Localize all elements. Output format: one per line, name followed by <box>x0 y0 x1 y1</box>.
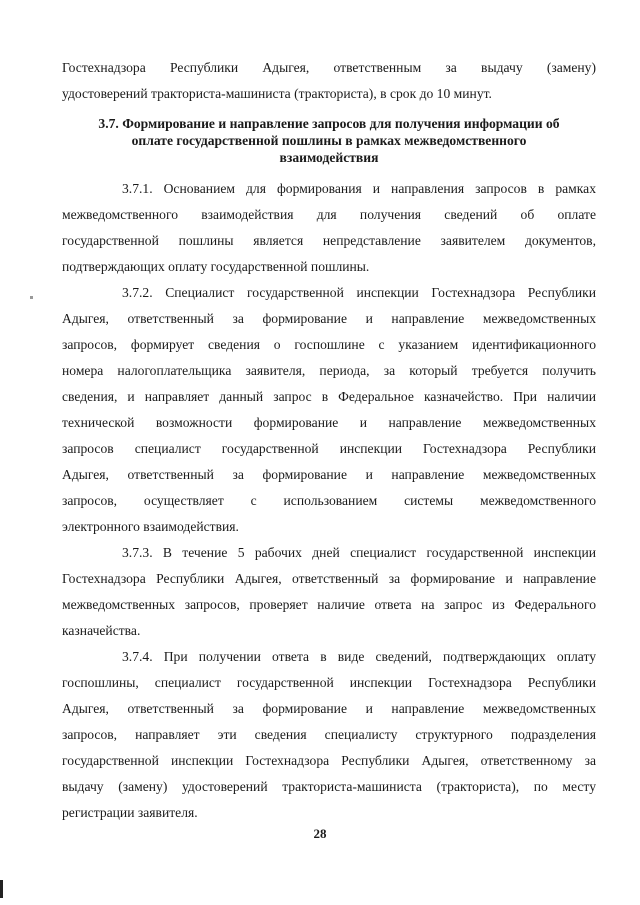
p373-line: межведомственных запросов, проверяет наличие ответа на запрос из Федерального <box>62 597 596 612</box>
p372-line: технической возможности формирование и направление межведомственных <box>62 415 596 430</box>
p371-line: государственной пошлины является непредставление заявителем документов, <box>62 233 596 248</box>
p372-line: номера налогоплательщика заявителя, периода, за который требуется получить <box>62 363 596 378</box>
paragraph-3-7-3 <box>62 540 596 644</box>
p372-line: запросов специалист государственной инспекции Гостехнадзора Республики <box>62 441 596 456</box>
intro-line-1: Гостехнадзора Республики Адыгея, ответственным за выдачу (замену) <box>62 60 596 75</box>
p372-last-line: электронного взаимодействия. <box>62 519 239 534</box>
paragraph-3-7-1 <box>62 176 596 280</box>
p372-line: 3.7.2. Специалист государственной инспекции Гостехнадзора Республики <box>122 285 596 300</box>
p373-last-line: казначейства. <box>62 623 141 638</box>
p374-line: 3.7.4. При получении ответа в виде сведений, подтверждающих оплату <box>122 649 596 664</box>
document-page <box>62 55 596 826</box>
p371-line: межведомственного взаимодействия для получения сведений об оплате <box>62 207 596 222</box>
p372-line: запросов, осуществляет с использованием системы межведомственного <box>62 493 596 508</box>
p374-line: государственной инспекции Гостехнадзора Республики Адыгея, ответственному за <box>62 753 596 768</box>
paragraph-3-7-2 <box>62 280 596 540</box>
p374-line: выдачу (замену) удостоверений тракториста-машиниста (тракториста), по месту <box>62 779 596 794</box>
p373-line: Гостехнадзора Республики Адыгея, ответственный за формирование и направление <box>62 571 596 586</box>
p372-line: сведения, и направляет данный запрос в Федеральное казначейство. При наличии <box>62 389 596 404</box>
heading-line-1: 3.7. Формирование и направление запросов для получения информации об <box>98 116 560 131</box>
intro-line-2: удостоверений тракториста-машиниста (тракториста), в срок до 10 минут. <box>62 86 492 101</box>
p372-line: запросов, формирует сведения о госпошлине с указанием идентификационного <box>62 337 596 352</box>
p371-line: 3.7.1. Основанием для формирования и направления запросов в рамках <box>122 181 596 196</box>
p373-line: 3.7.3. В течение 5 рабочих дней специалист государственной инспекции <box>122 545 596 560</box>
scan-edge-mark <box>0 880 3 898</box>
p372-line: Адыгея, ответственный за формирование и направление межведомственных <box>62 467 596 482</box>
section-heading-3-7 <box>62 115 596 166</box>
p374-line: госпошлины, специалист государственной инспекции Гостехнадзора Республики <box>62 675 596 690</box>
p374-line: запросов, направляет эти сведения специалисту структурного подразделения <box>62 727 596 742</box>
p371-last-line: подтверждающих оплату государственной пошлины. <box>62 259 370 274</box>
page-number: 28 <box>313 826 327 841</box>
heading-line-3: взаимодействия <box>279 150 379 165</box>
paragraph-3-7-4 <box>62 644 596 826</box>
p374-last-line: регистрации заявителя. <box>62 805 198 820</box>
p372-line: Адыгея, ответственный за формирование и направление межведомственных <box>62 311 596 326</box>
intro-paragraph <box>62 55 596 107</box>
heading-line-2: оплате государственной пошлины в рамках межведомственного <box>131 133 527 148</box>
p374-line: Адыгея, ответственный за формирование и направление межведомственных <box>62 701 596 716</box>
margin-artifact <box>30 296 33 299</box>
